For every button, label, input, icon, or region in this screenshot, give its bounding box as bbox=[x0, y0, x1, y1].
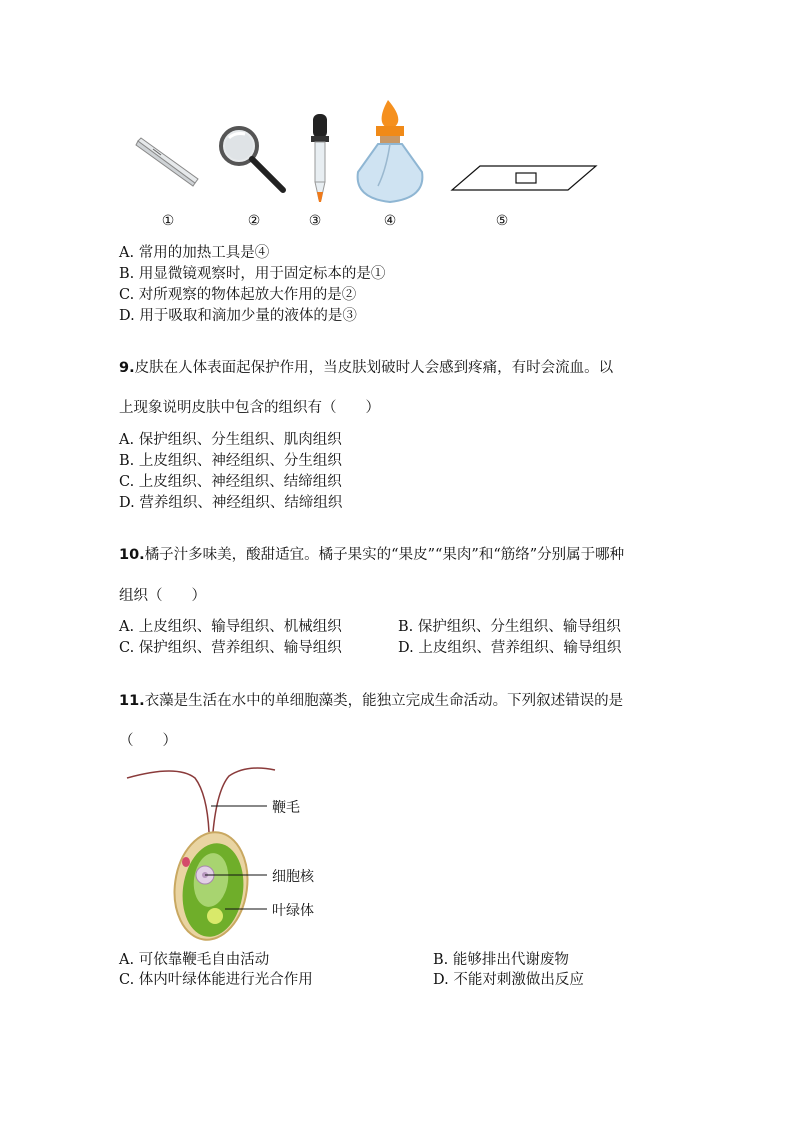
q8-option-d: D. 用于吸取和滴加少量的液体的是③ bbox=[119, 308, 357, 324]
glass-slide-icon bbox=[450, 164, 600, 192]
q11-stem-line1 bbox=[119, 691, 623, 711]
q11-option-d: D. 不能对刺激做出反应 bbox=[433, 972, 584, 988]
tool-label-4: ④ bbox=[383, 213, 397, 229]
tool-label-3: ③ bbox=[308, 213, 322, 229]
q10-option-d: D. 上皮组织、营养组织、输导组织 bbox=[398, 640, 622, 656]
flagellum-right bbox=[213, 768, 275, 832]
q9-option-c: C. 上皮组织、神经组织、结缔组织 bbox=[119, 474, 342, 490]
q10-option-c: C. 保护组织、营养组织、输导组织 bbox=[119, 640, 342, 656]
q8-option-c: C. 对所观察的物体起放大作用的是② bbox=[119, 287, 357, 303]
q11-option-b: B. 能够排出代谢废物 bbox=[433, 952, 569, 968]
q9-option-d: D. 营养组织、神经组织、结缔组织 bbox=[119, 495, 343, 511]
tool-label-1: ① bbox=[161, 213, 175, 229]
q10-option-a: A. 上皮组织、输导组织、机械组织 bbox=[119, 619, 342, 635]
q8-option-a: A. 常用的加热工具是④ bbox=[119, 245, 270, 261]
q9-stem-text: 皮肤在人体表面起保护作用，当皮肤划破时人会感到疼痛，有时会流血。以 bbox=[134, 360, 614, 376]
q8-option-b: B. 用显微镜观察时，用于固定标本的是① bbox=[119, 266, 386, 282]
q11-stem-line2: （ ） bbox=[119, 733, 177, 749]
q9-stem-line2: 上现象说明皮肤中包含的组织有（ ） bbox=[119, 400, 380, 416]
q9-stem-line1 bbox=[119, 358, 613, 378]
q10-stem-text: 橘子汁多味美，酸甜适宜。橘子果实的“果皮”“果肉”和“筋络”分别属于哪种 bbox=[144, 547, 625, 563]
q9-option-b: B. 上皮组织、神经组织、分生组织 bbox=[119, 453, 342, 469]
q10-number: 10. bbox=[119, 547, 145, 563]
alcohol-lamp-icon bbox=[350, 98, 430, 208]
pyrenoid bbox=[207, 908, 223, 924]
label-nucleus: 细胞核 bbox=[272, 869, 314, 885]
label-flagellum: 鞭毛 bbox=[272, 800, 300, 816]
q10-stem-line1 bbox=[119, 545, 624, 565]
flagellum-left bbox=[127, 771, 209, 832]
q11-option-c: C. 体内叶绿体能进行光合作用 bbox=[119, 972, 313, 988]
q11-stem-text: 衣藻是生活在水中的单细胞藻类，能独立完成生命活动。下列叙述错误的是 bbox=[144, 693, 624, 709]
dropper-icon bbox=[305, 112, 335, 207]
label-chloroplast: 叶绿体 bbox=[272, 903, 314, 919]
q9-option-a: A. 保护组织、分生组织、肌肉组织 bbox=[119, 432, 342, 448]
eyespot bbox=[182, 857, 190, 867]
tool-label-5: ⑤ bbox=[495, 213, 509, 229]
q11-option-a: A. 可依靠鞭毛自由活动 bbox=[119, 952, 270, 968]
q10-stem-line2: 组织（ ） bbox=[119, 588, 206, 604]
q9-number: 9. bbox=[119, 360, 135, 376]
q10-option-b: B. 保护组织、分生组织、输导组织 bbox=[398, 619, 621, 635]
magnifying-glass-icon bbox=[215, 122, 290, 197]
tool-label-2: ② bbox=[247, 213, 261, 229]
chlamydomonas-diagram bbox=[125, 764, 285, 944]
q11-number: 11. bbox=[119, 693, 145, 709]
tweezers-icon bbox=[133, 133, 203, 193]
